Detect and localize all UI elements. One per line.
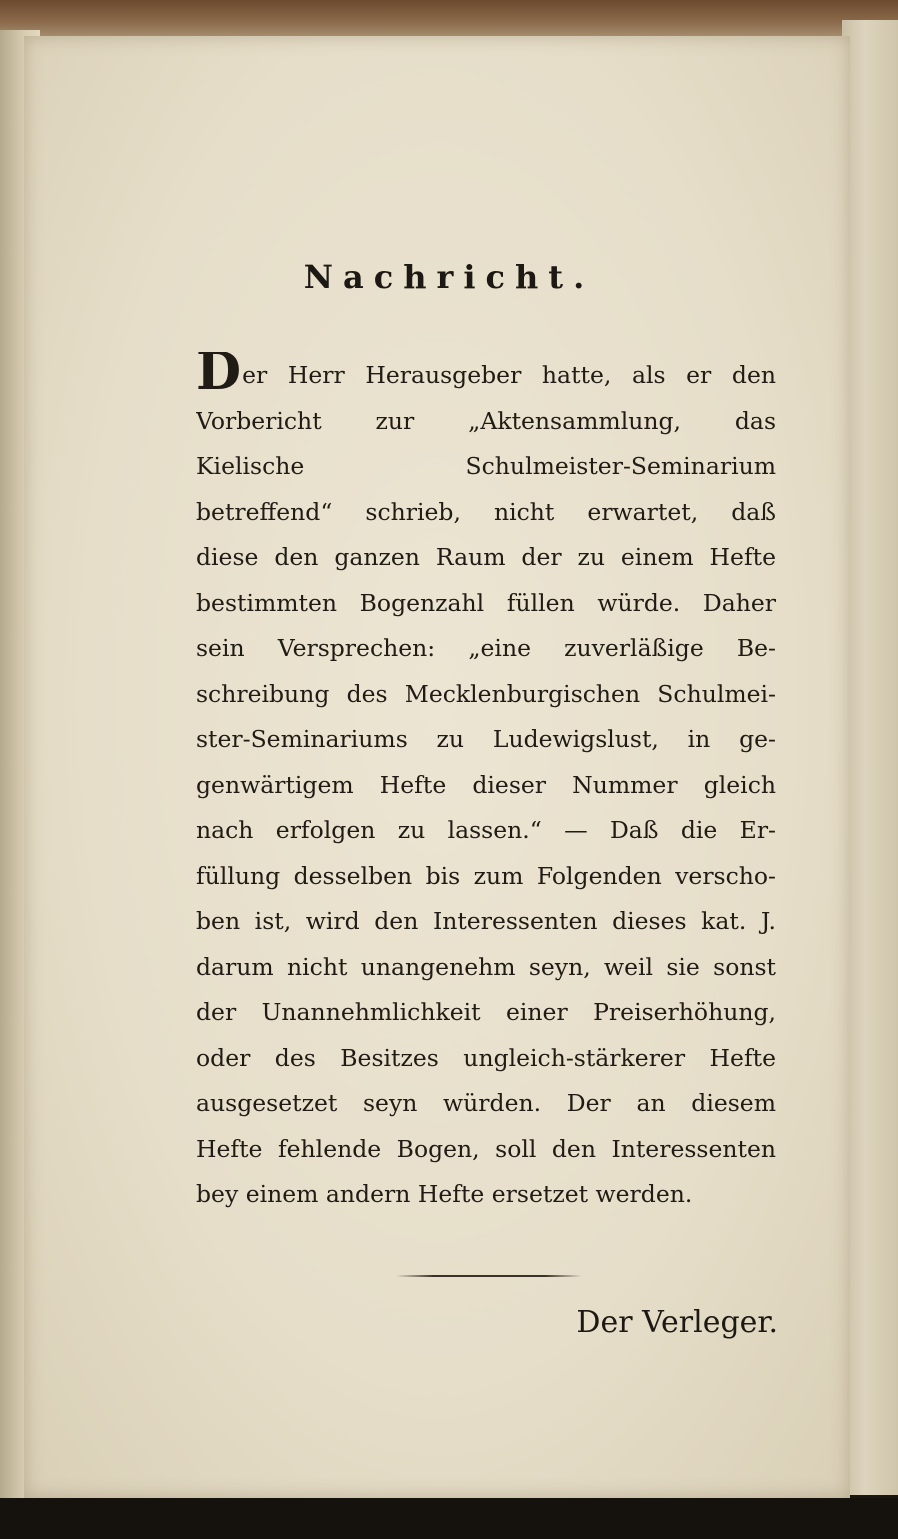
text-line: bey einem andern Hefte ersetzet werden. — [196, 1180, 693, 1208]
signature: Der Verleger. — [576, 1305, 778, 1340]
notice-body — [196, 352, 776, 1218]
text-line: sein Versprechen: „eine zuverläßige Be- — [196, 634, 776, 662]
text-line: genwärtigem Hefte dieser Nummer gleich — [196, 770, 776, 799]
text-line: schreibung des Mecklenburgischen Schulmei- — [196, 679, 776, 708]
text-line: bestimmten Bogenzahl füllen würde. Daher — [196, 588, 776, 617]
scan-bottom-edge — [0, 1498, 898, 1539]
text-line: Vorbericht zur „Aktensammlung, das — [196, 406, 776, 435]
text-line: betreffend“ schrieb, nicht erwartet, daß — [196, 497, 776, 526]
text-line: nach erfolgen zu lassen.“ — Daß die Er- — [196, 816, 776, 844]
text-line: diese den ganzen Raum der zu einem Hefte — [196, 543, 776, 571]
text-line: ben ist, wird den Interessenten dieses kat. J. — [196, 907, 776, 935]
text-line: füllung desselben bis zum Folgenden verscho- — [196, 861, 776, 890]
text-line: Der Herr Herausgeber hatte, als er den — [196, 352, 776, 399]
text-line: ausgesetzet seyn würden. Der an diesem — [196, 1089, 776, 1117]
page-stack-edge — [842, 20, 898, 1495]
text-line: oder des Besitzes ungleich-stärkerer Hefte — [196, 1043, 776, 1072]
text-line: der Unannehmlichkeit einer Preiserhöhung, — [196, 998, 776, 1026]
separator-rule — [396, 1275, 582, 1277]
text-line: Hefte fehlende Bogen, soll den Interessenten — [196, 1134, 776, 1163]
text-line: darum nicht unangenehm seyn, weil sie sonst — [196, 952, 776, 981]
drop-cap: D — [196, 352, 242, 399]
text-line: ster-Seminariums zu Ludewigslust, in ge- — [196, 725, 776, 753]
page-heading: Nachricht. — [303, 258, 595, 296]
text-line: Kielische Schulmeister-Seminarium — [196, 452, 776, 480]
